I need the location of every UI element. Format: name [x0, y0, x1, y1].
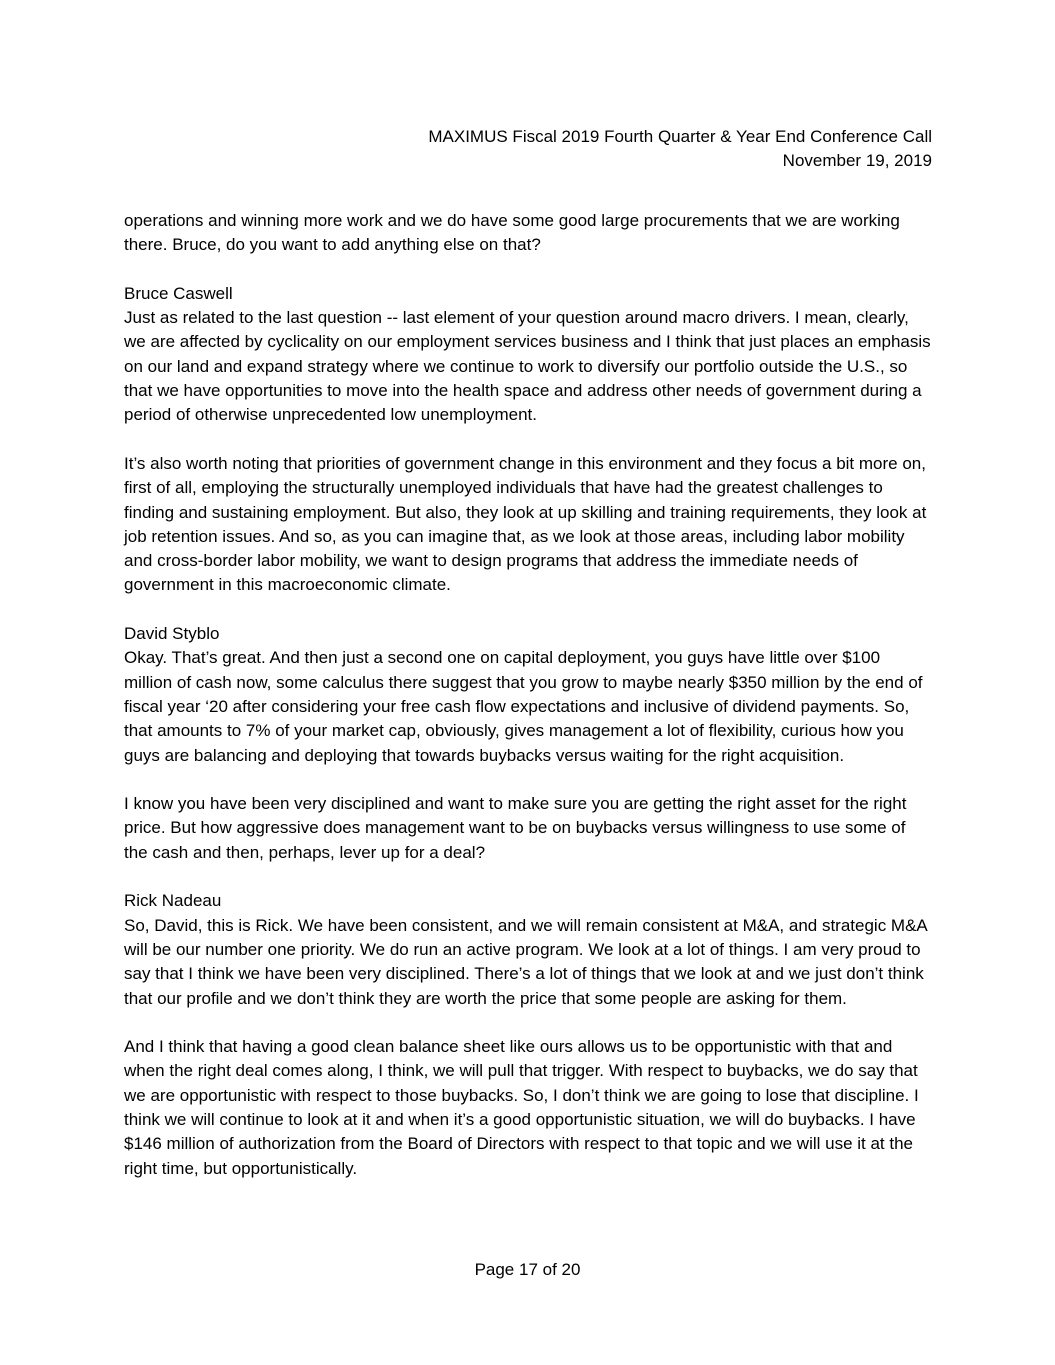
speaker-name: Rick Nadeau: [124, 891, 222, 911]
paragraph: It’s also worth noting that priorities of government change in this environment and they focus a bit more on, first of all, employing the structurally unemployed individuals that have had the greatest challenges to finding and sustaining employment. But also, they look at up skilling and training requirements, they look at job retention issues. And so, as you can imagine that, as we look at those areas, including labor mobility and cross-border labor mobility, we want to design programs that address the immediate needs of government in this macroeconomic climate.: [124, 453, 927, 595]
speaker-section-bruce-caswell: [124, 282, 932, 598]
intro-paragraph: operations and winning more work and we do have some good large procurements that we are working there. Bruce, do you want to add anything else on that?: [124, 211, 900, 255]
paragraph: I know you have been very disciplined and want to make sure you are getting the right asset for the right price. But how aggressive does management want to be on buybacks versus willingness to use some of the cash and then, perhaps, lever up for a deal?: [124, 794, 907, 862]
document-header: [124, 125, 932, 174]
page-footer: [0, 1258, 1055, 1282]
speaker-section-rick-nadeau: [124, 889, 932, 1181]
document-title: MAXIMUS Fiscal 2019 Fourth Quarter & Year End Conference Call: [428, 127, 932, 146]
paragraph: And I think that having a good clean balance sheet like ours allows us to be opportunistic with that and when the right deal comes along, I think, we will pull that trigger. With respect to buybacks, we do say that we are opportunistic with respect to those buybacks. So, I don’t think we are going to lose that discipline. I think we will continue to look at it and when it’s a good opportunistic situation, we will do buybacks. I have $146 million of authorization from the Board of Directors with respect to that topic and we will use it at the right time, but opportunistically.: [124, 1037, 919, 1178]
speaker-section-david-styblo: [124, 622, 932, 865]
paragraph: Just as related to the last question -- last element of your question around macro drivers. I mean, clearly, we are affected by cyclicality on our employment services business and I think that just places an emphasis on our land and expand strategy where we continue to work to diversify our portfolio outside the U.S., so that we have opportunities to move into the health space and address other needs of government during a period of otherwise unprecedented low unemployment.: [124, 308, 931, 425]
speaker-name: Bruce Caswell: [124, 283, 233, 303]
speaker-name: David Styblo: [124, 624, 220, 644]
document-date: November 19, 2019: [782, 151, 932, 171]
paragraph: So, David, this is Rick. We have been consistent, and we will remain consistent at M&A, and strategic M&A will be our number one priority. We do run an active program. We look at a lot of things. I am very proud to say that I think we have been very disciplined. There’s a lot of things that we look at and we just don’t think that our profile and we don’t think they are worth the price that some people are asking for them.: [124, 915, 927, 1008]
transcript-body: [124, 209, 932, 1205]
paragraph: Okay. That’s great. And then just a second one on capital deployment, you guys have little over $100 million of cash now, some calculus there suggest that you grow to maybe nearly $350 million by the end of fiscal year ‘20 after considering your free cash flow expectations and inclusive of dividend payments. So, that amounts to 7% of your market cap, obviously, gives management a lot of flexibility, curious how you guys are balancing and deploying that towards buybacks versus waiting for the right acquisition.: [124, 648, 923, 765]
page-number-label: Page 17 of 20: [474, 1260, 581, 1279]
